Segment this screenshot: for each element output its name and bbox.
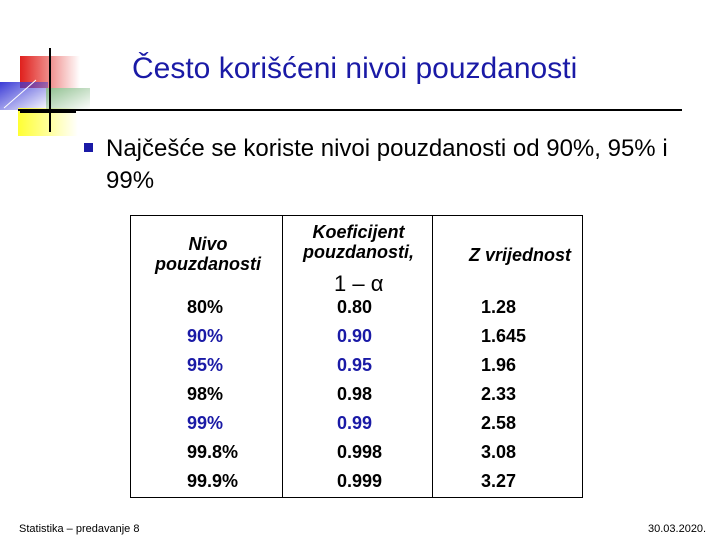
cell-coefficient: 0.998 <box>337 442 383 462</box>
cell-level: 99% <box>187 413 224 433</box>
cell-level: 95% <box>187 355 224 375</box>
header-coefficient-symbol: 1 – α <box>334 271 384 296</box>
cell-level: 99.9% <box>187 471 239 491</box>
cell-level: 98% <box>187 384 224 404</box>
header-z-value: Z vrijednost <box>468 245 571 265</box>
cell-z-value: 2.33 <box>481 384 517 404</box>
cell-coefficient: 0.999 <box>337 471 383 491</box>
cell-z-value: 2.58 <box>481 413 517 433</box>
title-divider <box>18 109 682 111</box>
column-divider <box>282 215 283 498</box>
cell-z-value: 3.27 <box>481 471 517 491</box>
slide-title: Često korišćeni nivoi pouzdanosti <box>132 52 578 85</box>
cell-level: 99.8% <box>187 442 239 462</box>
confidence-table <box>130 215 583 498</box>
cell-coefficient: 0.95 <box>337 355 373 375</box>
cell-coefficient: 0.99 <box>337 413 373 433</box>
cell-z-value: 1.645 <box>481 326 527 346</box>
footer-course: Statistika – predavanje 8 <box>19 523 140 535</box>
cell-coefficient: 0.80 <box>337 297 373 317</box>
cell-z-value: 3.08 <box>481 442 517 462</box>
cell-coefficient: 0.90 <box>337 326 373 346</box>
decorative-logo <box>0 0 100 140</box>
cell-z-value: 1.28 <box>481 297 517 317</box>
cell-level: 80% <box>187 297 224 317</box>
cell-level: 90% <box>187 326 224 346</box>
cell-coefficient: 0.98 <box>337 384 373 404</box>
cell-z-value: 1.96 <box>481 355 517 375</box>
bullet-text: Najčešće se koriste nivoi pouzdanosti od 90%, 95% i 99% <box>106 135 668 194</box>
header-coefficient: Koeficijent pouzdanosti, <box>303 222 414 262</box>
header-confidence-level: Nivo pouzdanosti <box>155 234 261 274</box>
square-bullet-icon <box>84 143 93 152</box>
footer-date: 30.03.2020. <box>648 523 707 535</box>
column-divider <box>432 215 433 498</box>
